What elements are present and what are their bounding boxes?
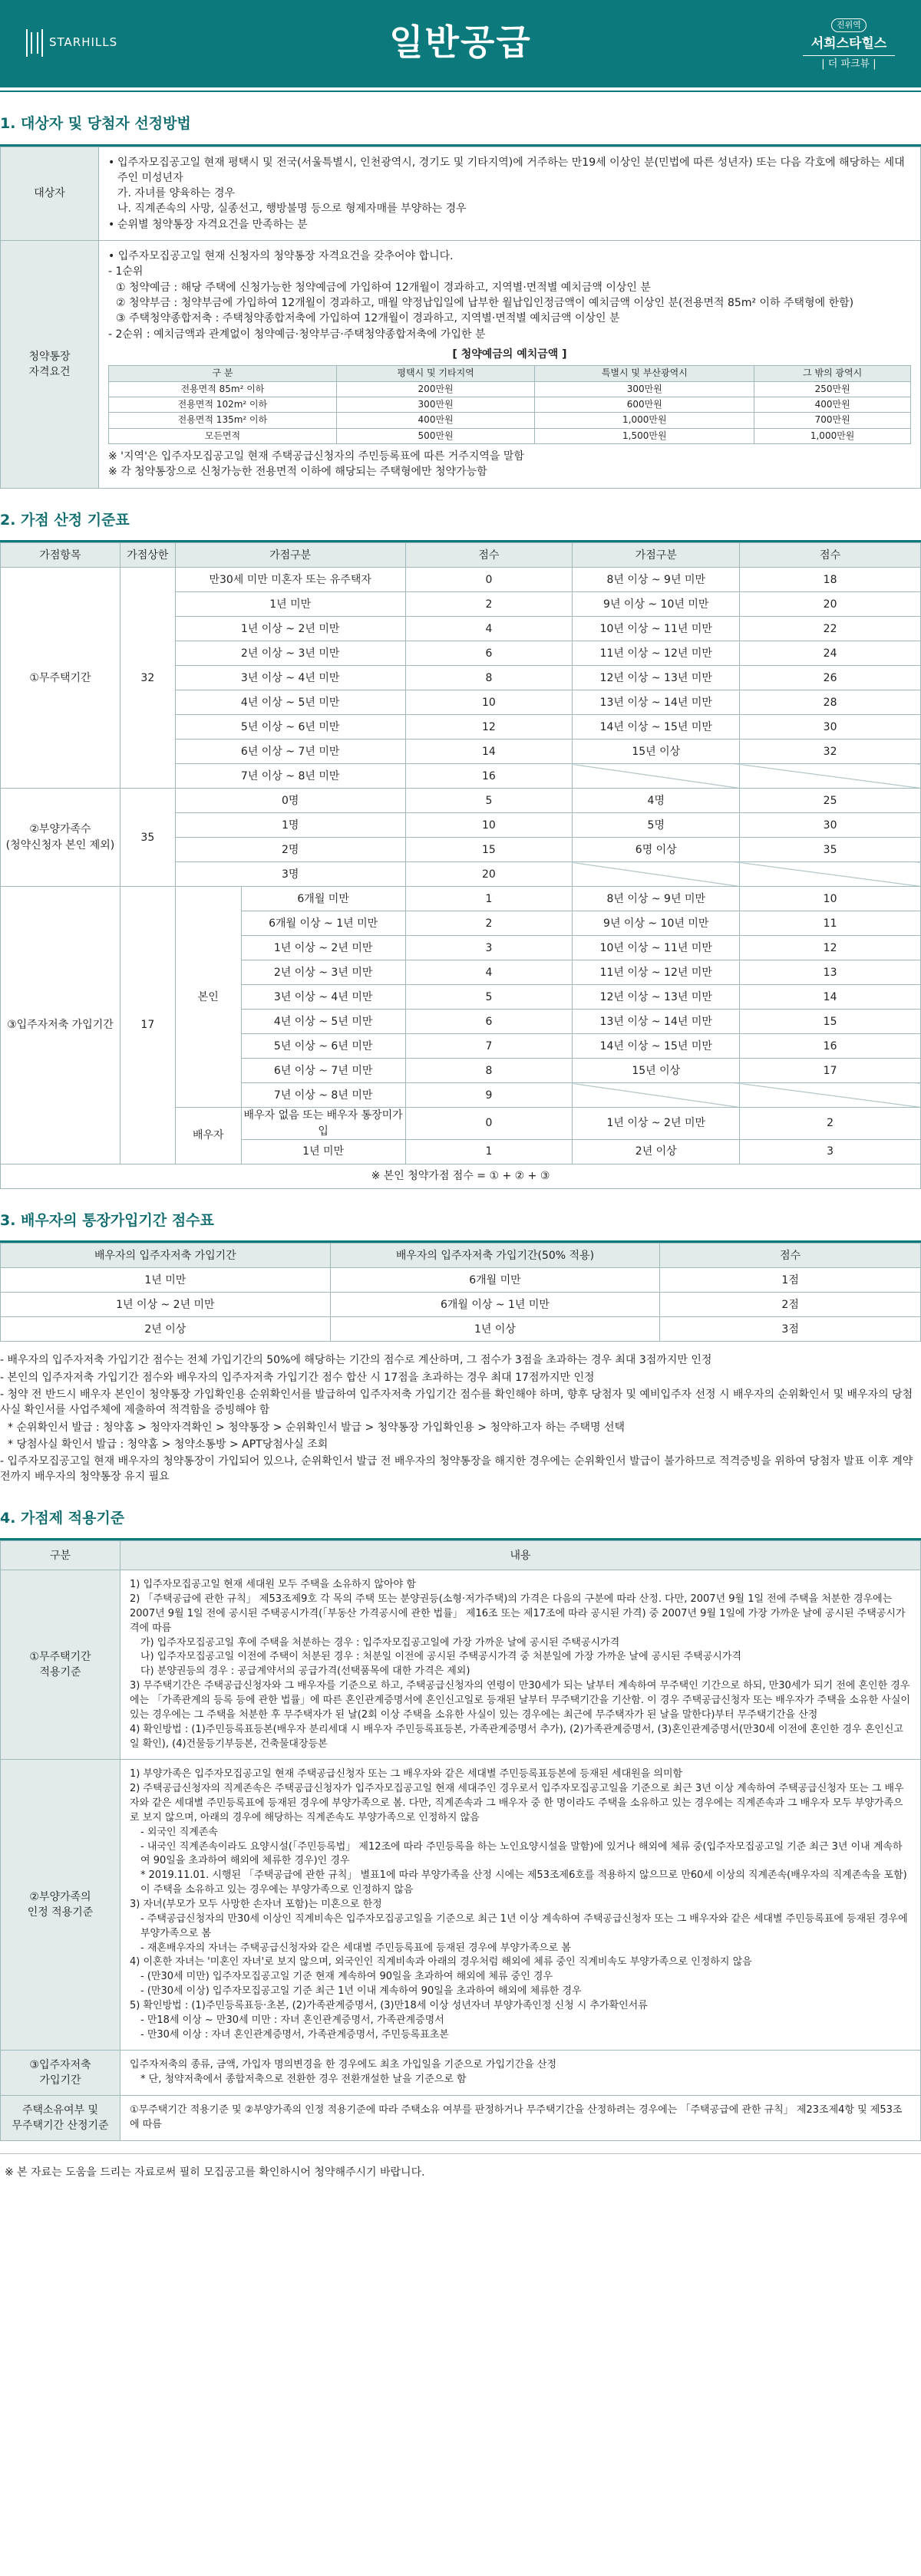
score-cell: 만30세 미만 미혼자 또는 유주택자 bbox=[175, 568, 405, 592]
score-cell: 11년 이상 ~ 12년 미만 bbox=[573, 960, 740, 985]
target-item: • 입주자모집공고일 현재 평택시 및 전국(서울특별시, 인천광역시, 경기도 및 기타지역)에 거주하는 만19세 이상인 분(민법에 따른 성년자) 또는 다음 각호에 해당하는 세대주인 미성년자 bbox=[108, 155, 911, 186]
page-header bbox=[0, 0, 921, 87]
score-cell: 6 bbox=[405, 641, 573, 666]
target-item: 나. 직계존속의 사망, 실종선고, 행방불명 등으로 형제자매를 부양하는 경우 bbox=[117, 203, 467, 216]
score-cell: 1년 이상 ~ 2년 미만 bbox=[241, 936, 405, 960]
deposit-header: 특별시 및 부산광역시 bbox=[535, 366, 754, 381]
score-cell bbox=[740, 764, 921, 789]
req-note: ※ '지역'은 입주자모집공고일 현재 주택공급신청자의 주민등록표에 따른 거주지역을 말함 bbox=[108, 450, 524, 463]
criteria-line: ①무주택기간 적용기준 및 ②부양가족의 인정 적용기준에 따라 주택소유 여부를 판정하거나 무주택기간을 산정하려는 경우에는 「주택공급에 관한 규칙」 제23조제4항 및 제53조에 따름 bbox=[130, 2104, 903, 2130]
spouse-cell: 6개월 이상 ~ 1년 미만 bbox=[330, 1293, 660, 1317]
score-header-row bbox=[1, 543, 921, 568]
deposit-header: 구 분 bbox=[109, 366, 337, 381]
score-cell bbox=[573, 1083, 740, 1108]
score-cell: 28 bbox=[740, 690, 921, 715]
section1-title: 1. 대상자 및 당첨자 선정방법 bbox=[0, 92, 921, 147]
spouse-row bbox=[1, 1293, 921, 1317]
deposit-table bbox=[108, 365, 911, 444]
score-cell bbox=[573, 764, 740, 789]
spouse-cell: 2년 이상 bbox=[1, 1317, 331, 1342]
spouse-note: * 순위확인서 발급 : 청약홈 > 청약자격확인 > 청약통장 > 순위확인서 발급 > 청약통장 가입확인용 > 청약하고자 하는 주택명 선택 bbox=[8, 1421, 626, 1434]
criteria-line: - (만30세 이상) 입주자모집공고일 기준 최근 1년 이내 계속하여 90일을 초과하여 해외에 체류한 경우 bbox=[140, 1985, 582, 1998]
dependents-max: 35 bbox=[120, 789, 175, 887]
score-cell: 14년 이상 ~ 15년 미만 bbox=[573, 1034, 740, 1059]
score-header: 점수 bbox=[740, 543, 921, 568]
deposit-cell: 1,000만원 bbox=[535, 413, 754, 428]
req-line: - 2순위 : 예치금액과 관계없이 청약예금·청약부금·주택청약종합저축에 가입한 분 bbox=[108, 328, 486, 341]
criteria-line: - (만30세 미만) 입주자모집공고일 기준 현재 계속하여 90일을 초과하여 해외에 체류 중인 경우 bbox=[140, 1971, 553, 1983]
criteria-line: 3) 자녀(부모가 모두 사망한 손자녀 포함)는 미혼으로 한정 bbox=[130, 1898, 382, 1910]
score-cell: 14 bbox=[740, 985, 921, 1010]
score-cell: 9년 이상 ~ 10년 미만 bbox=[573, 592, 740, 617]
deposit-cell: 1,000만원 bbox=[754, 428, 911, 443]
score-cell: 2년 이상 ~ 3년 미만 bbox=[175, 641, 405, 666]
score-cell: 6년 이상 ~ 7년 미만 bbox=[175, 740, 405, 764]
section2-title: 2. 가점 산정 기준표 bbox=[0, 489, 921, 543]
score-total-note: ※ 본인 청약가점 점수 = ① + ② + ③ bbox=[1, 1164, 921, 1188]
score-cell: 6개월 미만 bbox=[241, 887, 405, 911]
criteria-line: - 외국인 직계존속 bbox=[140, 1826, 218, 1838]
spouse-note: - 청약 전 반드시 배우자 본인이 청약통장 가입확인용 순위확인서를 발급하여 입주자저축 가입기간 점수를 확인해야 하며, 향후 당첨자 및 예비입주자 선정 시 배우자의 순위확인서 및 배우자의 당첨사실 확인서를 사업주체에 제출하여 적격함을 증빙해야 함 bbox=[0, 1388, 913, 1417]
deposit-cell: 400만원 bbox=[754, 397, 911, 412]
score-cell: 6 bbox=[405, 1010, 573, 1034]
req-line: • 입주자모집공고일 현재 신청자의 청약통장 자격요건을 갖추어야 합니다. bbox=[108, 250, 454, 263]
criteria-table bbox=[0, 1540, 921, 2141]
score-header: 점수 bbox=[405, 543, 573, 568]
score-cell: 3 bbox=[405, 936, 573, 960]
spouse-note: - 본인의 입주자저축 가입기간 점수와 배우자의 입주자저축 가입기간 점수 합산 시 17점을 초과하는 경우 최대 17점까지만 인정 bbox=[0, 1371, 595, 1384]
score-cell: 배우자 없음 또는 배우자 통장미가입 bbox=[241, 1108, 405, 1140]
score-cell: 2 bbox=[740, 1108, 921, 1140]
score-row bbox=[1, 568, 921, 592]
criteria-line: - 주택공급신청자의 만30세 이상인 직계비속은 입주자모집공고일을 기준으로 최근 1년 이상 계속하여 주택공급신청자 또는 그 배우자와 같은 세대별 주민등록표에 등재된 경우에 부양가족으로 봄 bbox=[140, 1912, 908, 1939]
score-cell: 25 bbox=[740, 789, 921, 813]
score-cell: 1년 이상 ~ 2년 미만 bbox=[573, 1108, 740, 1140]
score-cell bbox=[740, 1083, 921, 1108]
score-cell: 7년 이상 ~ 8년 미만 bbox=[241, 1083, 405, 1108]
score-cell: 10 bbox=[405, 813, 573, 838]
deposit-row bbox=[109, 428, 911, 443]
criteria-row bbox=[1, 2051, 921, 2096]
criteria-line: 다) 분양권등의 경우 : 공급계약서의 공급가격(선택품목에 대한 가격은 제외) bbox=[140, 1665, 470, 1678]
spouse-table bbox=[0, 1243, 921, 1342]
score-cell: 6개월 이상 ~ 1년 미만 bbox=[241, 911, 405, 936]
score-cell: 4 bbox=[405, 960, 573, 985]
score-cell: 15 bbox=[405, 838, 573, 862]
station-badge: 진위역 bbox=[831, 18, 867, 32]
score-cell: 8년 이상 ~ 9년 미만 bbox=[573, 568, 740, 592]
no-home-max: 32 bbox=[120, 568, 175, 789]
criteria-label: ①무주택기간 적용기준 bbox=[1, 1570, 120, 1760]
spouse-header-row bbox=[1, 1244, 921, 1268]
criteria-label: 주택소유여부 및 무주택기간 산정기준 bbox=[1, 2096, 120, 2141]
score-cell: 16 bbox=[405, 764, 573, 789]
spouse-cell: 6개월 미만 bbox=[330, 1268, 660, 1293]
req-line: - 1순위 bbox=[108, 265, 144, 278]
spouse-header: 점수 bbox=[660, 1244, 921, 1268]
score-cell: 14 bbox=[405, 740, 573, 764]
score-cell: 15 bbox=[740, 1010, 921, 1034]
score-cell: 26 bbox=[740, 666, 921, 690]
criteria-row bbox=[1, 2096, 921, 2141]
savings-max: 17 bbox=[120, 887, 175, 1164]
criteria-line: 2) 「주택공급에 관한 규칙」 제53조제9호 각 목의 주택 또는 분양권등(소형·저가주택)의 가격은 다음의 구분에 따라 산정. 다만, 2007년 9월 1일 전에 주택을 처분한 경우에는 2007년 9월 1일 전에 공시된 주택공시가격(「부동산 가격공시에 관한 법률」 제16조 또는 제17조에 따라 공시된 가격) 중 2007년 9월 1일에 가장 가까운 날에 공시된 주택공시가격에 따름 bbox=[130, 1593, 906, 1634]
score-cell: 8 bbox=[405, 1059, 573, 1083]
score-cell: 1명 bbox=[175, 813, 405, 838]
criteria-content bbox=[120, 2096, 921, 2141]
score-cell: 2 bbox=[405, 592, 573, 617]
criteria-line: 나) 입주자모집공고일 이전에 주택이 처분된 경우 : 처분일 이전에 공시된 주택공시가격 중 처분일에 가장 가까운 날에 공시된 주택공시가격 bbox=[140, 1651, 741, 1663]
score-cell: 4 bbox=[405, 617, 573, 641]
deposit-cell: 250만원 bbox=[754, 381, 911, 397]
score-cell: 3 bbox=[740, 1139, 921, 1164]
score-cell: 4년 이상 ~ 5년 미만 bbox=[241, 1010, 405, 1034]
criteria-label: ③입주자저축 가입기간 bbox=[1, 2051, 120, 2096]
score-cell bbox=[740, 862, 921, 887]
score-cell: 5년 이상 ~ 6년 미만 bbox=[175, 715, 405, 740]
score-cell: 11년 이상 ~ 12년 미만 bbox=[573, 641, 740, 666]
score-cell: 17 bbox=[740, 1059, 921, 1083]
score-cell: 5 bbox=[405, 789, 573, 813]
score-cell: 10 bbox=[405, 690, 573, 715]
criteria-content bbox=[120, 2051, 921, 2096]
score-cell: 20 bbox=[405, 862, 573, 887]
target-item: 가. 자녀를 양육하는 경우 bbox=[117, 187, 236, 200]
deposit-row bbox=[109, 381, 911, 397]
score-cell: 1 bbox=[405, 887, 573, 911]
no-home-label: ①무주택기간 bbox=[1, 568, 120, 789]
criteria-line: 1) 입주자모집공고일 현재 세대원 모두 주택을 소유하지 않아야 함 bbox=[130, 1579, 416, 1591]
score-header: 가점구분 bbox=[175, 543, 405, 568]
deposit-cell: 500만원 bbox=[336, 428, 535, 443]
score-cell: 5 bbox=[405, 985, 573, 1010]
dependents-label: ②부양가족수 (청약신청자 본인 제외) bbox=[1, 789, 120, 887]
score-cell: 11 bbox=[740, 911, 921, 936]
spouse-notes bbox=[0, 1342, 921, 1484]
score-cell: 3년 이상 ~ 4년 미만 bbox=[175, 666, 405, 690]
req-lines bbox=[108, 249, 911, 342]
criteria-line: 2) 주택공급신청자의 직계존속은 주택공급신청자가 입주자모집공고일 현재 세대주인 경우로서 입주자모집공고일을 기준으로 최근 3년 이상 계속하여 주택공급신청자 또는 그 배우자와 같은 세대별 주민등록표에 등재된 경우에 부양가족으로 봄. 다만, 직계존속과 그 배우자 중 한 명이라도 주택을 소유하고 있는 경우에는 직계존속과 그 배우자 모두 부양가족으로 보지 않으며, 아래의 경우에 해당하는 직계존속도 부양가족으로 인정하지 않음 bbox=[130, 1783, 904, 1823]
target-list bbox=[108, 155, 911, 232]
score-cell: 32 bbox=[740, 740, 921, 764]
criteria-line: 5) 확인방법 : (1)주민등록표등·초본, (2)가족관계증명서, (3)만18세 이상 성년자녀 부양가족인정 신청 시 추가확인서류 bbox=[130, 1999, 648, 2011]
score-cell: 22 bbox=[740, 617, 921, 641]
criteria-line: - 만30세 이상 : 자녀 혼인관계증명서, 가족관계증명서, 주민등록표초본 bbox=[140, 2028, 449, 2041]
criteria-line: 4) 이혼한 자녀는 '미혼인 자녀'로 보지 않으며, 외국인인 직계비속과 아래의 경우처럼 해외에 체류 중인 직계비속도 부양가족으로 인정하지 않음 bbox=[130, 1956, 752, 1968]
spouse-header: 배우자의 입주자저축 가입기간(50% 적용) bbox=[330, 1244, 660, 1268]
criteria-content bbox=[120, 1570, 921, 1760]
score-cell: 18 bbox=[740, 568, 921, 592]
score-cell: 10 bbox=[740, 887, 921, 911]
deposit-header: 그 밖의 광역시 bbox=[754, 366, 911, 381]
score-cell: 1 bbox=[405, 1139, 573, 1164]
page-title: 일반공급 bbox=[389, 21, 532, 63]
criteria-line: 입주자저축의 종류, 금액, 가입자 명의변경을 한 경우에도 최초 가입일을 기준으로 가입기간을 산정 bbox=[130, 2059, 557, 2071]
score-row bbox=[1, 887, 921, 911]
criteria-row bbox=[1, 1760, 921, 2051]
score-header: 가점구분 bbox=[573, 543, 740, 568]
criteria-header-row bbox=[1, 1541, 921, 1570]
score-cell: 6년 이상 ~ 7년 미만 bbox=[241, 1059, 405, 1083]
score-cell: 2 bbox=[405, 911, 573, 936]
score-cell: 0명 bbox=[175, 789, 405, 813]
criteria-line: 1) 부양가족은 입주자모집공고일 현재 주택공급신청자 또는 그 배우자와 같은 세대별 주민등록표등본에 등재된 세대원을 의미함 bbox=[130, 1768, 683, 1780]
criteria-line: * 2019.11.01. 시행된 「주택공급에 관한 규칙」 별표1에 따라 부양가족을 산정 시에는 제53조제6호를 적용하지 않으므로 만60세 이상의 직계존속(배우자의 직계존속을 포함)이 주택을 소유하고 있는 경우에는 부양가족으로 인정하지 않음 bbox=[140, 1869, 907, 1896]
spouse-cell: 1점 bbox=[660, 1268, 921, 1293]
score-cell: 12 bbox=[405, 715, 573, 740]
section1-table bbox=[0, 147, 921, 489]
deposit-cell: 600만원 bbox=[535, 397, 754, 412]
criteria-line: 3) 무주택기간은 주택공급신청자와 그 배우자를 기준으로 하고, 주택공급신청자의 연령이 만30세가 되는 날부터 계속하여 무주택인 기간으로 하되, 만30세가 되기 전에 혼인한 경우에는 「가족관계의 등록 등에 관한 법률」에 따른 혼인관계증명서에 혼인신고일로 등재된 날부터 무주택기간을 기산함. 이 경우 주택공급신청자 또는 배우자가 주택을 소유한 사실이 있는 경우에는 그 주택을 처분한 후 무주택자가 된 날(2회 이상 주택을 소유한 사실이 있는 경우에는 최근에 무주택자가 된 날을 말한다)부터 무주택기간을 산정 bbox=[130, 1680, 910, 1721]
criteria-label: ②부양가족의 인정 적용기준 bbox=[1, 1760, 120, 2051]
spouse-label: 배우자 bbox=[175, 1108, 241, 1164]
score-cell: 7년 이상 ~ 8년 미만 bbox=[175, 764, 405, 789]
score-cell: 4명 bbox=[573, 789, 740, 813]
criteria-line: 4) 확인방법 : (1)주민등록표등본(배우자 분리세대 시 배우자 주민등록표등본, 가족관계증명서 추가), (2)가족관계증명서, (3)혼인관계증명서(만30세 이전에 혼인한 경우 혼인신고일 확인), (4)건물등기부등본, 건축물대장등본 bbox=[130, 1723, 903, 1750]
criteria-header: 구분 bbox=[1, 1541, 120, 1570]
deposit-cell: 400만원 bbox=[336, 413, 535, 428]
criteria-content bbox=[120, 1760, 921, 2051]
score-cell: 10년 이상 ~ 11년 미만 bbox=[573, 936, 740, 960]
score-cell: 0 bbox=[405, 1108, 573, 1140]
score-cell: 10년 이상 ~ 11년 미만 bbox=[573, 617, 740, 641]
score-cell bbox=[573, 862, 740, 887]
target-content bbox=[99, 147, 921, 240]
score-header: 가점항목 bbox=[1, 543, 120, 568]
deposit-title: [ 청약예금의 예치금액 ] bbox=[452, 348, 567, 361]
target-label: 대상자 bbox=[1, 147, 99, 240]
score-cell: 0 bbox=[405, 568, 573, 592]
brand-name: 서희스타힐스 bbox=[810, 36, 887, 52]
score-cell: 8년 이상 ~ 9년 미만 bbox=[573, 887, 740, 911]
footer-note: ※ 본 자료는 도움을 드리는 자료로써 필히 모집공고를 확인하시어 청약해주시기 바랍니다. bbox=[0, 2153, 921, 2196]
logo-text: STARHILLS bbox=[49, 35, 118, 50]
score-cell: 7 bbox=[405, 1034, 573, 1059]
req-note: ※ 각 청약통장으로 신청가능한 전용면적 이하에 해당되는 주택형에만 청약가능함 bbox=[108, 466, 487, 479]
deposit-cell: 300만원 bbox=[535, 381, 754, 397]
score-row bbox=[1, 789, 921, 813]
score-cell: 5년 이상 ~ 6년 미만 bbox=[241, 1034, 405, 1059]
deposit-cell: 200만원 bbox=[336, 381, 535, 397]
req-notes bbox=[108, 449, 911, 480]
deposit-header: 평택시 및 기타지역 bbox=[336, 366, 535, 381]
criteria-header: 내용 bbox=[120, 1541, 921, 1570]
score-cell: 12년 이상 ~ 13년 미만 bbox=[573, 985, 740, 1010]
score-cell: 15년 이상 bbox=[573, 1059, 740, 1083]
score-cell: 6명 이상 bbox=[573, 838, 740, 862]
score-header: 가점상한 bbox=[120, 543, 175, 568]
score-cell: 13년 이상 ~ 14년 미만 bbox=[573, 690, 740, 715]
spouse-note: * 당첨사실 확인서 발급 : 청약홈 > 청약소통방 > APT당첨사실 조회 bbox=[8, 1438, 328, 1451]
req-content bbox=[99, 241, 921, 489]
criteria-row bbox=[1, 1570, 921, 1760]
score-cell: 15년 이상 bbox=[573, 740, 740, 764]
req-line: ② 청약부금 : 청약부금에 가입하여 12개월이 경과하고, 매월 약정납입일에 납부한 월납입인정금액이 예치금액 이상인 분(전용면적 85m² 이하 주택형에 한함) bbox=[116, 296, 854, 309]
score-cell: 2년 이상 ~ 3년 미만 bbox=[241, 960, 405, 985]
req-line: ① 청약예금 : 해당 주택에 신청가능한 청약예금에 가입하여 12개월이 경과하고, 지역별·면적별 예치금액 이상인 분 bbox=[116, 281, 651, 294]
section3-title: 3. 배우자의 통장가입기간 점수표 bbox=[0, 1189, 921, 1244]
deposit-cell: 700만원 bbox=[754, 413, 911, 428]
score-cell: 20 bbox=[740, 592, 921, 617]
spouse-note: - 입주자모집공고일 현재 배우자의 청약통장이 가입되어 있으나, 순위확인서 발급 전 배우자의 청약통장을 해지한 경우에는 순위확인서 발급이 불가하므로 적격증빙을 위하여 당첨자 발표 이후 계약 전까지 배우자의 청약통장 유지 필요 bbox=[0, 1455, 913, 1484]
deposit-cell: 300만원 bbox=[336, 397, 535, 412]
criteria-line: * 단, 청약저축에서 종합저축으로 전환한 경우 전환개설한 날을 기준으로 함 bbox=[140, 2074, 467, 2086]
deposit-cell: 1,500만원 bbox=[535, 428, 754, 443]
self-label: 본인 bbox=[175, 887, 241, 1108]
spouse-row bbox=[1, 1268, 921, 1293]
score-cell: 12 bbox=[740, 936, 921, 960]
savings-label: ③입주자저축 가입기간 bbox=[1, 887, 120, 1164]
deposit-cell: 전용면적 135m² 이하 bbox=[109, 413, 337, 428]
deposit-row bbox=[109, 413, 911, 428]
spouse-cell: 2점 bbox=[660, 1293, 921, 1317]
score-cell: 5명 bbox=[573, 813, 740, 838]
spouse-note: - 배우자의 입주자저축 가입기간 점수는 전체 가입기간의 50%에 해당하는 기간의 점수로 계산하며, 그 점수가 3점을 초과하는 경우 최대 3점까지만 인정 bbox=[0, 1354, 712, 1367]
score-cell: 13 bbox=[740, 960, 921, 985]
score-table bbox=[0, 542, 921, 1189]
score-cell: 35 bbox=[740, 838, 921, 862]
score-cell: 2년 이상 bbox=[573, 1139, 740, 1164]
score-cell: 1년 미만 bbox=[241, 1139, 405, 1164]
deposit-cell: 모든면적 bbox=[109, 428, 337, 443]
spouse-row bbox=[1, 1317, 921, 1342]
score-cell: 1년 이상 ~ 2년 미만 bbox=[175, 617, 405, 641]
section4-title: 4. 가점제 적용기준 bbox=[0, 1487, 921, 1541]
score-cell: 3년 이상 ~ 4년 미만 bbox=[241, 985, 405, 1010]
score-cell: 12년 이상 ~ 13년 미만 bbox=[573, 666, 740, 690]
score-cell: 9 bbox=[405, 1083, 573, 1108]
criteria-line: - 내국인 직계존속이라도 요양시설(「주민등록법」 제12조에 따라 주민등록을 하는 노인요양시설을 말함)에 있거나 해외에 체류 중(입주자모집공고일 기준 최근 3년 이내 계속하여 90일을 초과하여 해외에 체류한 경우)인 경우 bbox=[140, 1840, 903, 1867]
criteria-line: - 재혼배우자의 자녀는 주택공급신청자와 같은 세대별 주민등록표에 등재된 경우에 부양가족으로 봄 bbox=[140, 1942, 571, 1954]
spouse-cell: 3점 bbox=[660, 1317, 921, 1342]
score-cell: 8 bbox=[405, 666, 573, 690]
score-cell: 9년 이상 ~ 10년 미만 bbox=[573, 911, 740, 936]
score-cell: 30 bbox=[740, 715, 921, 740]
score-total-row bbox=[1, 1164, 921, 1188]
deposit-row bbox=[109, 397, 911, 412]
req-line: ③ 주택청약종합저축 : 주택청약종합저축에 가입하여 12개월이 경과하고, 지역별·면적별 예치금액 이상인 분 bbox=[116, 312, 620, 325]
score-cell: 16 bbox=[740, 1034, 921, 1059]
brand-sub: | 더 파크뷰 | bbox=[803, 55, 895, 72]
spouse-cell: 1년 미만 bbox=[1, 1268, 331, 1293]
criteria-line: 가) 입주자모집공고일 후에 주택을 처분하는 경우 : 입주자모집공고일에 가장 가까운 날에 공시된 주택공시가격 bbox=[140, 1636, 620, 1649]
criteria-line: - 만18세 이상 ~ 만30세 미만 : 자녀 혼인관계증명서, 가족관계증명서 bbox=[140, 2014, 444, 2026]
deposit-cell: 전용면적 102m² 이하 bbox=[109, 397, 337, 412]
score-cell: 4년 이상 ~ 5년 미만 bbox=[175, 690, 405, 715]
score-cell: 1년 미만 bbox=[175, 592, 405, 617]
score-cell: 24 bbox=[740, 641, 921, 666]
spouse-cell: 1년 이상 bbox=[330, 1317, 660, 1342]
score-cell: 14년 이상 ~ 15년 미만 bbox=[573, 715, 740, 740]
score-cell: 30 bbox=[740, 813, 921, 838]
score-cell: 2명 bbox=[175, 838, 405, 862]
brand-block bbox=[803, 17, 895, 72]
spouse-cell: 1년 이상 ~ 2년 미만 bbox=[1, 1293, 331, 1317]
score-cell: 13년 이상 ~ 14년 미만 bbox=[573, 1010, 740, 1034]
spouse-header: 배우자의 입주자저축 가입기간 bbox=[1, 1244, 331, 1268]
req-label: 청약통장 자격요건 bbox=[1, 241, 99, 489]
deposit-cell: 전용면적 85m² 이하 bbox=[109, 381, 337, 397]
target-item: • 순위별 청약통장 자격요건을 만족하는 분 bbox=[108, 217, 911, 232]
score-cell: 3명 bbox=[175, 862, 405, 887]
